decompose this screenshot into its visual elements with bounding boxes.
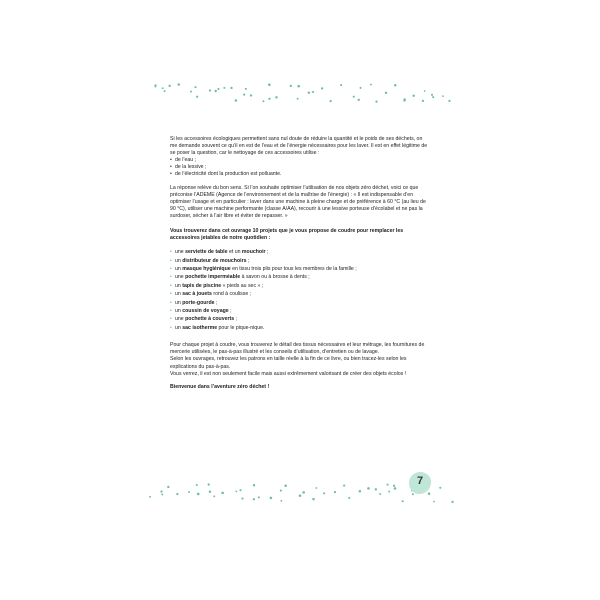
project-text: rond à coulisse ; — [211, 291, 252, 298]
decorative-dot — [393, 485, 395, 487]
decorative-dot — [258, 496, 260, 498]
decorative-dot — [241, 498, 243, 500]
decorative-dot — [290, 85, 292, 87]
decorative-dot — [250, 94, 252, 96]
project-text: ; — [234, 316, 238, 323]
paragraph-patterns: Selon les ouvrages, retrouvez les patrons en taille réelle à la fin de ce livre, ou bien tracez-les selon les explications du pas-à-pas. — [170, 356, 407, 370]
decorative-dot — [439, 487, 441, 489]
project-item — [170, 324, 428, 332]
project-item — [170, 307, 428, 315]
project-name: pochette à couverts — [185, 316, 235, 323]
project-text: ; — [265, 249, 269, 256]
decorative-dot — [315, 487, 317, 489]
paragraph-intro: Si les accessoires écologiques permettent sans nul doute de réduire la quantité et le poids de ses déchets, on me demande souvent ce qu’il en est de l’eau et de l’énergie nécessaires pour les laver. Il est en effet légitime de se poser la question, car le nettoyage de ces accessoires utilise : — [170, 136, 428, 157]
decorative-dot — [412, 95, 414, 97]
decorative-dot — [299, 494, 302, 497]
project-text: un — [175, 257, 183, 264]
project-item — [170, 257, 428, 265]
paragraph-encouragement: Vous verrez, il est non seulement facile mais aussi extrêmement valorisant de créer des objets écolos ! — [170, 370, 407, 377]
decorative-dot — [432, 96, 434, 98]
decorative-dot — [190, 91, 192, 93]
project-text: un — [175, 324, 183, 331]
decorative-dot — [268, 83, 271, 86]
project-text: ; — [214, 299, 218, 306]
project-item — [170, 299, 428, 307]
paragraph-ademe: La réponse relève du bon sens. Si l’on souhaite optimiser l’utilisation de nos objets zéro déchet, voici ce que préconise l’ADEME (Agence de l’environnement et de la maîtrise de l’énergie) : « Il est indispensable d’en optimiser l’usage et en particulier : laver dans une machine à pleine charge et de préférence à 60 °C (au lieu de 90 °C), utiliser une machine performante (classe A/AA), recourir à une lessive porteuse d’écolabel et ne pas la surdoser, sécher à l’air libre et éviter de repasser. » — [170, 184, 426, 219]
decorative-dot — [253, 484, 255, 486]
decorative-dot — [308, 92, 310, 94]
project-name: sac isotherme — [182, 324, 218, 331]
decorative-dot — [385, 92, 387, 94]
decorative-dot — [167, 486, 169, 488]
decorative-dot — [164, 90, 166, 92]
decorative-dot — [348, 497, 350, 499]
decorative-dot — [433, 501, 435, 503]
decorative-dot — [359, 490, 362, 493]
decorative-dot — [275, 96, 277, 98]
decorative-dot — [448, 100, 450, 102]
decorative-dot — [196, 96, 198, 98]
decorative-dot — [235, 99, 238, 102]
decorative-dot — [280, 490, 282, 492]
project-name: porte-gourde — [182, 299, 215, 306]
decorative-dot — [402, 500, 404, 502]
decorative-dot — [302, 491, 305, 494]
project-text: une — [175, 316, 186, 323]
decorative-dot — [312, 91, 314, 93]
paragraph-details: Pour chaque projet à coudre, vous trouverez le détail des tissus nécessaires et leur métrage, les fournitures de mercerie utilisées, le pas-à-pas illustré et les conseils d’utilisation, d’entretien ou de lavage. — [170, 342, 425, 356]
decorative-dot — [194, 86, 196, 88]
project-text: un — [175, 308, 183, 315]
decorative-dot — [221, 492, 224, 495]
decorative-dot — [178, 83, 181, 86]
decorative-dot — [162, 87, 164, 89]
list-item: • de l’eau ; — [170, 157, 428, 164]
decorative-dot — [297, 85, 300, 88]
project-text: une — [175, 274, 186, 281]
decorative-dot — [217, 88, 219, 90]
decorative-dot — [235, 490, 237, 492]
decorative-dot — [388, 491, 390, 493]
paragraph-projects-intro: Vous trouverez dans cet ouvrage 10 projets que je vous propose de coudre pour remplacer les accessoires jetables de notre quotidien : — [170, 228, 404, 242]
project-text: en tissu trois plis pour tous les membres de la famille ; — [230, 266, 357, 273]
decorative-dot — [379, 493, 381, 495]
decorative-dot — [403, 99, 405, 101]
list-item: • de la lessive ; — [170, 164, 428, 171]
decorative-dot — [230, 87, 232, 89]
decorative-dot — [431, 94, 433, 96]
project-item — [170, 248, 428, 256]
decorative-dot — [243, 94, 245, 96]
page-number: 7 — [416, 475, 424, 487]
decorative-dot — [442, 95, 444, 97]
decorative-dot — [340, 84, 342, 86]
project-text: « pieds au sec » ; — [221, 282, 264, 289]
decorative-dot — [370, 84, 372, 86]
decorative-dot — [176, 493, 178, 495]
project-name: distributeur de mouchoirs — [182, 257, 247, 264]
decorative-dot — [154, 85, 156, 87]
decorative-dot — [270, 497, 273, 500]
decorative-dot — [253, 498, 255, 500]
decorative-dot — [214, 90, 216, 92]
decorative-dot — [197, 493, 200, 496]
decorative-dot — [394, 487, 397, 490]
resource-list — [170, 157, 428, 178]
decorative-dot — [168, 85, 170, 87]
decorative-dot — [334, 491, 336, 493]
project-text: et un — [227, 249, 242, 256]
decorative-dot — [297, 98, 299, 100]
decorative-dot — [149, 496, 151, 498]
decorative-dot — [213, 495, 215, 497]
project-name: sac à jouets — [182, 291, 212, 298]
decorative-dot — [360, 87, 362, 89]
decorative-dot — [223, 87, 225, 89]
decorative-dot — [280, 500, 282, 502]
list-item: • de l’électricité dont la production est polluante. — [170, 171, 428, 178]
decorative-dot — [160, 490, 162, 492]
project-item — [170, 265, 428, 273]
decorative-dots-bottom — [0, 478, 600, 508]
paragraph-welcome: Bienvenue dans l’aventure zéro déchet ! — [170, 383, 270, 390]
decorative-dot — [375, 101, 377, 103]
project-item — [170, 315, 428, 323]
project-text: à savon ou à brosse à dents ; — [240, 274, 310, 281]
project-item — [170, 282, 428, 290]
project-text: un — [175, 291, 183, 298]
project-text: ; — [228, 308, 232, 315]
project-text: ; — [246, 257, 250, 264]
decorative-dot — [422, 100, 424, 102]
decorative-dot — [353, 96, 355, 98]
decorative-dot — [451, 501, 453, 503]
project-text: pour le pique-nique. — [217, 324, 265, 331]
decorative-dot — [262, 100, 264, 102]
decorative-dot — [323, 492, 325, 494]
decorative-dot — [394, 84, 396, 86]
decorative-dot — [375, 488, 377, 490]
project-list — [170, 248, 428, 332]
decorative-dots-top — [0, 78, 600, 108]
decorative-dot — [330, 100, 332, 102]
decorative-dot — [424, 90, 426, 92]
project-name: masque hygiénique — [182, 266, 231, 273]
decorative-dot — [268, 98, 270, 100]
decorative-dot — [312, 498, 315, 501]
decorative-dot — [188, 491, 190, 493]
decorative-dot — [208, 483, 210, 485]
decorative-dot — [196, 484, 198, 486]
decorative-dot — [284, 484, 287, 487]
decorative-dot — [209, 490, 211, 492]
decorative-dot — [343, 484, 345, 486]
decorative-dot — [387, 484, 389, 486]
project-text: un — [175, 299, 183, 306]
decorative-dot — [245, 88, 247, 90]
project-name: tapis de piscine — [182, 282, 222, 289]
project-text: un — [175, 282, 183, 289]
decorative-dot — [239, 489, 241, 491]
decorative-dot — [367, 487, 370, 490]
decorative-dot — [358, 99, 360, 101]
project-item — [170, 290, 428, 298]
decorative-dot — [209, 89, 211, 91]
project-name: coussin de voyage — [182, 308, 229, 315]
project-name: mouchoir — [241, 249, 266, 256]
project-item — [170, 273, 428, 281]
decorative-dot — [161, 494, 163, 496]
page-text — [170, 136, 428, 397]
decorative-dot — [321, 87, 323, 89]
project-name: pochette imperméable — [185, 274, 241, 281]
project-text: un — [175, 266, 183, 273]
project-name: serviette de table — [185, 249, 228, 256]
project-text: une — [175, 249, 186, 256]
